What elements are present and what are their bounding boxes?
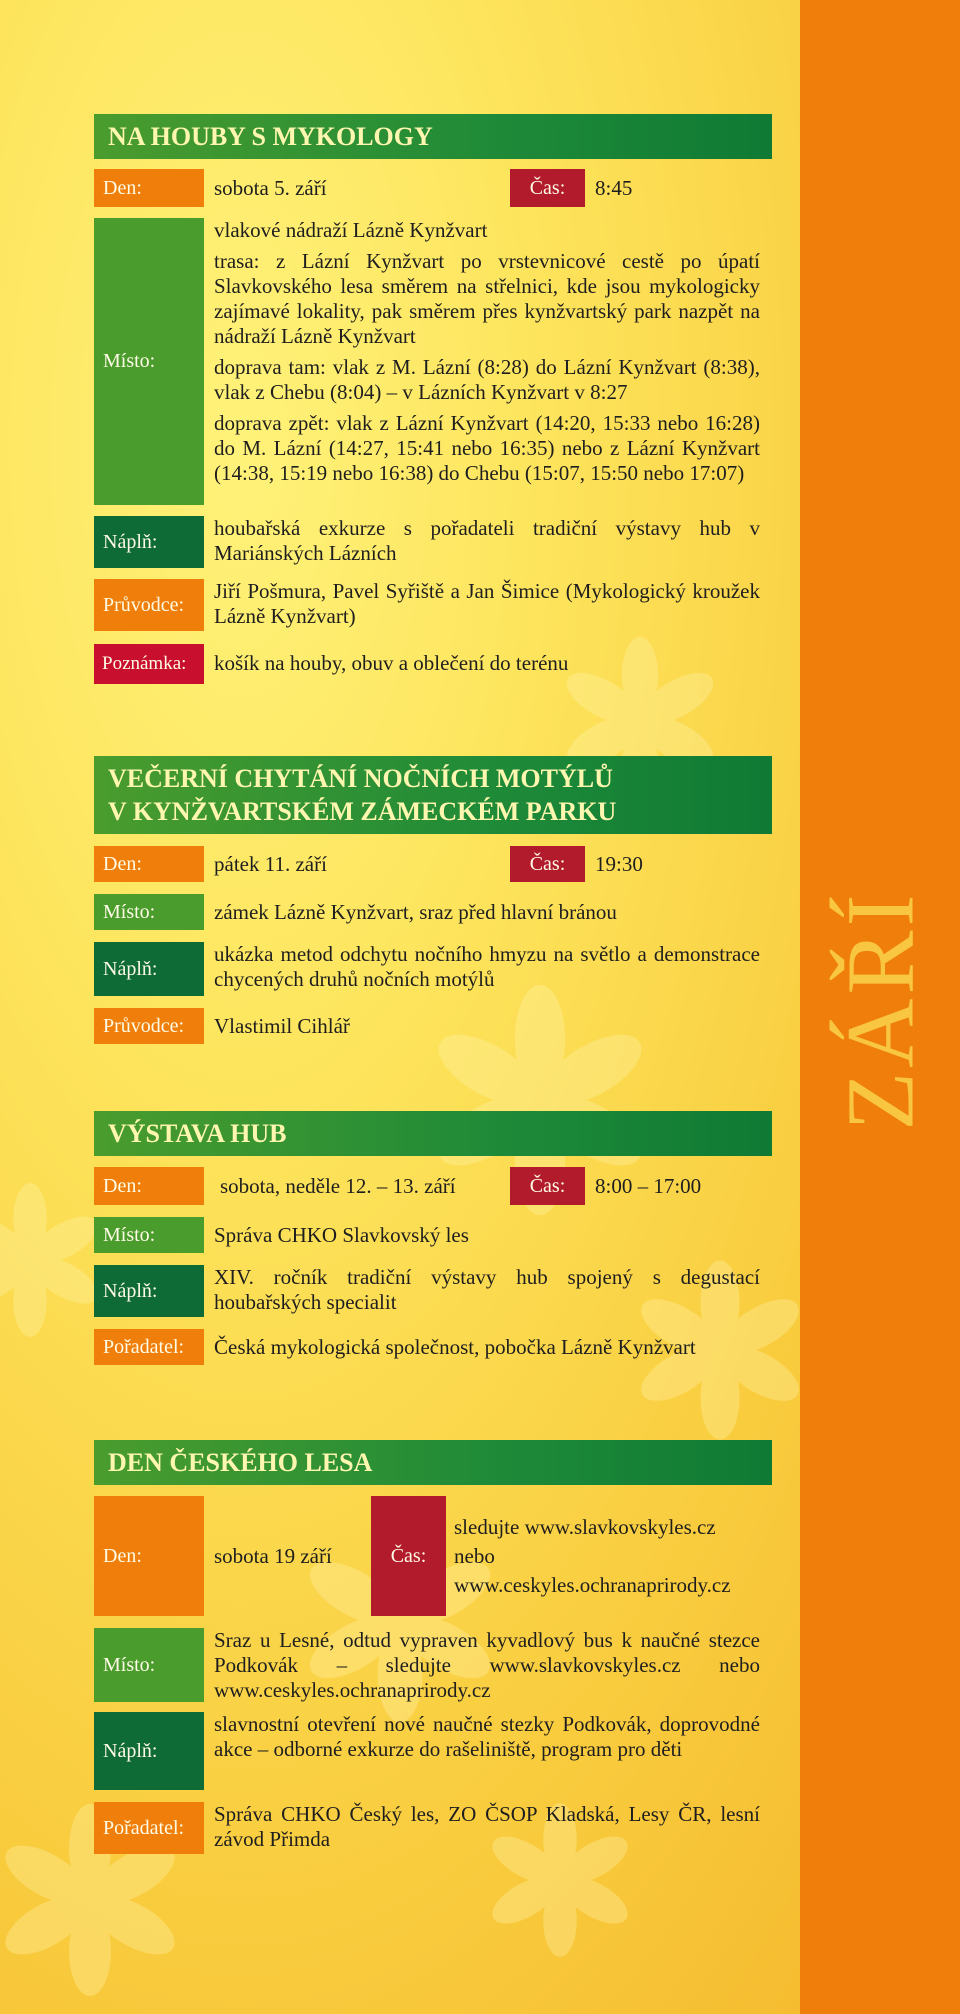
napln-text: XIV. ročník tradiční výstavy hub spojený s degustací houbařských specialit: [214, 1265, 760, 1314]
label-den: Den:: [94, 1167, 204, 1205]
label-poradatel: Pořadatel:: [94, 1329, 204, 1365]
month-label: [800, 890, 960, 1130]
misto-value: [214, 1628, 760, 1709]
pruvodce-text: Jiří Pošmura, Pavel Syřiště a Jan Šimice (Mykologický kroužek Lázně Kynžvart): [214, 579, 760, 628]
misto-value: Správa CHKO Slavkovský les: [214, 1222, 469, 1247]
napln-text: ukázka metod odchytu nočního hmyzu na světlo a demonstrace chycených druhů nočních motýlů: [214, 942, 760, 991]
poradatel-value: Česká mykologická společnost, pobočka Lázně Kynžvart: [214, 1334, 696, 1359]
label-pruvodce: Průvodce:: [94, 579, 204, 631]
event-title: VÝSTAVA HUB: [94, 1111, 772, 1156]
pruvodce-value: Vlastimil Cihlář: [214, 1013, 350, 1038]
napln-text: houbařská exkurze s pořadateli tradiční výstavy hub v Mariánských Lázních: [214, 516, 760, 565]
label-cas: Čas:: [510, 169, 585, 207]
pruvodce-value: [214, 579, 760, 635]
row-den: [94, 846, 772, 882]
misto-line: vlakové nádraží Lázně Kynžvart: [214, 218, 488, 242]
event-title: DEN ČESKÉHO LESA: [94, 1440, 772, 1485]
event-title-line2: V KYNŽVARTSKÉM ZÁMECKÉM PARKU: [108, 797, 617, 826]
label-cas: Čas:: [510, 1167, 585, 1205]
misto-text: Sraz u Lesné, odtud vypraven kyvadlový bus k naučné stezce Podkovák – sledujte www.slavkovskyles.cz nebo www.ceskyles.ochranaprirody.cz: [214, 1628, 760, 1702]
poradatel-text: Správa CHKO Český les, ZO ČSOP Kladská, Lesy ČR, lesní závod Přimda: [214, 1802, 760, 1851]
month-text: ZÁŘÍ: [826, 890, 934, 1130]
den-value: sobota 19 září: [214, 1543, 332, 1568]
poradatel-value: [214, 1802, 760, 1858]
row-misto: [94, 894, 772, 930]
misto-transport-back: doprava zpět: vlak z Lázní Kynžvart (14:20, 15:33 nebo 16:28) do M. Lázní (14:27, 15:41 nebo 16:35) nebo z Lázní Kynžvart (14:38, 15:19 nebo 16:38) do Chebu (15:07, 15:50 nebo 17:07): [214, 411, 760, 485]
label-misto: Místo:: [94, 894, 204, 930]
label-napln: Náplň:: [94, 1712, 204, 1790]
napln-text: slavnostní otevření nové naučné stezky Podkovák, doprovodné akce – odborné exkurze do rašeliniště, program pro děti: [214, 1712, 760, 1761]
label-misto: Místo:: [94, 1628, 204, 1702]
row-poradatel: [94, 1329, 772, 1365]
label-napln: Náplň:: [94, 516, 204, 568]
den-value: pátek 11. září: [214, 851, 327, 876]
cas-value: [454, 1496, 731, 1616]
cas-line: nebo: [454, 1543, 495, 1568]
label-den: Den:: [94, 846, 204, 882]
misto-route: trasa: z Lázní Kynžvart po vrstevnicové cestě po úpatí Slavkovského lesa směrem na střelnici, kde jsou mykologicky zajímavé lokality, pak směrem přes kynžvartský park nazpět na nádraží Lázně Kynžvart: [214, 249, 760, 348]
label-den: Den:: [94, 169, 204, 207]
label-den: Den:: [94, 1496, 204, 1616]
misto-value: zámek Lázně Kynžvart, sraz před hlavní bránou: [214, 899, 617, 924]
den-value: sobota 5. září: [214, 175, 327, 200]
event-nocni-motyli: [94, 756, 772, 1038]
event-title: NA HOUBY S MYKOLOGY: [94, 114, 772, 159]
poznamka-value: [214, 651, 760, 682]
row-misto: [94, 1217, 772, 1253]
label-pruvodce: Průvodce:: [94, 1008, 204, 1044]
den-value: sobota, neděle 12. – 13. září: [220, 1173, 456, 1198]
flower-shape: [0, 1183, 105, 1337]
cas-value: 19:30: [595, 851, 643, 876]
poznamka-text: košík na houby, obuv a oblečení do terénu: [214, 651, 569, 675]
row-den: [94, 169, 772, 207]
label-cas: Čas:: [371, 1496, 446, 1616]
misto-value: [214, 218, 760, 492]
label-cas: Čas:: [510, 846, 585, 882]
event-title-line1: VEČERNÍ CHYTÁNÍ NOČNÍCH MOTÝLŮ: [108, 764, 613, 793]
cas-line: sledujte www.slavkovskyles.cz: [454, 1514, 716, 1539]
event-vystava-hub: [94, 1111, 772, 1359]
label-misto: Místo:: [94, 1217, 204, 1253]
napln-value: [214, 516, 760, 572]
misto-transport-there: doprava tam: vlak z M. Lázní (8:28) do Lázní Kynžvart (8:38), vlak z Chebu (8:04) – v Lázních Kynžvart v 8:27: [214, 355, 760, 404]
cas-line: www.ceskyles.ochranaprirody.cz: [454, 1572, 731, 1597]
event-den-ceskeho-lesa: [94, 1440, 772, 1851]
row-pruvodce: [94, 1008, 772, 1044]
label-poradatel: Pořadatel:: [94, 1802, 204, 1854]
label-poznamka: Poznámka:: [94, 644, 204, 684]
napln-value: [214, 942, 760, 998]
event-title: [94, 756, 772, 834]
cas-value: 8:45: [595, 175, 633, 200]
event-na-houby: [94, 114, 772, 675]
napln-value: [214, 1265, 760, 1321]
cas-value: 8:00 – 17:00: [595, 1173, 702, 1198]
napln-value: [214, 1712, 760, 1768]
label-misto: Místo:: [94, 218, 204, 505]
label-napln: Náplň:: [94, 942, 204, 996]
label-napln: Náplň:: [94, 1265, 204, 1317]
